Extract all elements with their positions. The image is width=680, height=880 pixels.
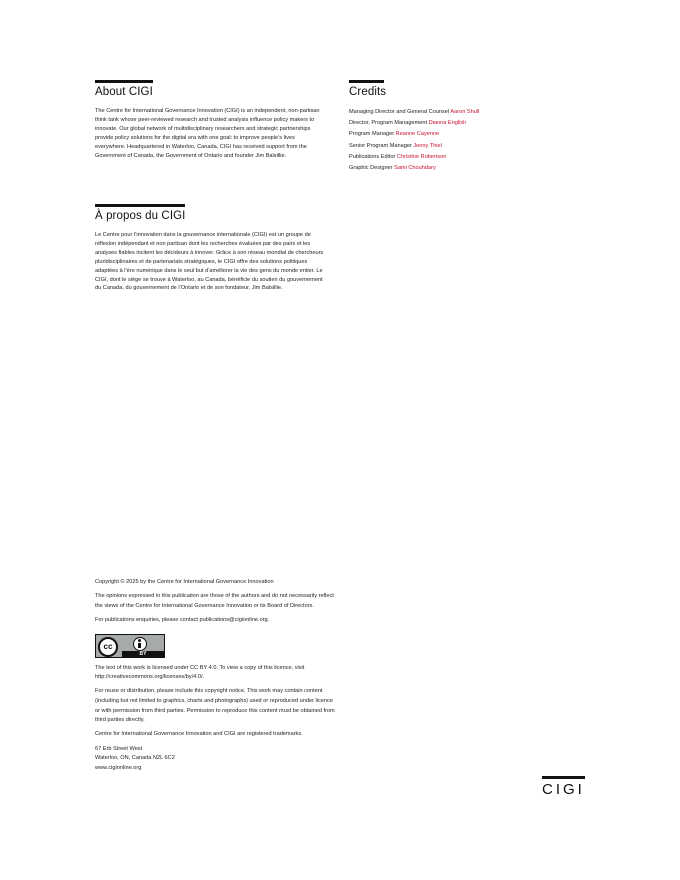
credit-row: [349, 163, 549, 174]
credit-role: Senior Program Manager: [349, 142, 412, 149]
trademark-notice: Centre for International Governance Innovation and CIGI are registered trademarks.: [95, 731, 303, 738]
address-line: 67 Erb Street West: [95, 745, 143, 752]
credit-role: Director, Program Management: [349, 120, 428, 127]
section-rule: [95, 80, 153, 83]
apropos-heading: À propos du CIGI: [95, 210, 186, 222]
credits-heading: Credits: [349, 86, 387, 98]
credit-role: Publications Editor: [349, 153, 396, 160]
credits-section: [349, 80, 549, 174]
opinions-disclaimer: The opinions expressed in this publication are those of the authors and do not necessarily reflect the views of the Centre for International Governance Innovation or its Board of Directors.: [95, 593, 334, 609]
about-heading: About CIGI: [95, 86, 153, 98]
about-section: [95, 80, 325, 160]
logo-text: CIGI: [542, 781, 585, 798]
credit-role: Graphic Designer: [349, 165, 393, 172]
credit-role: Program Manager: [349, 131, 395, 138]
credits-list: [349, 107, 549, 174]
credit-name: Sami Chouhdary: [394, 165, 436, 172]
cigi-logo: [542, 776, 585, 798]
credit-row: [349, 129, 549, 140]
credit-row: [349, 118, 549, 129]
section-rule: [349, 80, 384, 83]
attribution-person-icon: [133, 637, 147, 651]
address-block: [95, 745, 335, 774]
about-body: The Centre for International Governance Innovation (CIGI) is an independent, non-partisan think tank whose peer-reviewed research and trusted analysis influence policy makers to innovate. Our global network of multidisciplinary researchers and strategic partnerships provide policy solutions for the digital era with one goal: to improve people’s lives everywhere. Headquartered in Waterloo, Canada, CIGI has received support from the Government of Canada, the Government of Ontario and founder Jim Balsillie.: [95, 108, 320, 159]
credit-name: Jenny Thiel: [413, 142, 442, 149]
credit-row: [349, 152, 549, 163]
cc-by-license-icon: [95, 634, 165, 658]
address-line: Waterloo, ON, Canada N2L 6C2: [95, 755, 175, 762]
credit-name: Christine Robertson: [396, 153, 447, 160]
license-text: The text of this work is licensed under CC BY 4.0. To view a copy of this licence, visit http://creativecommons.org/licenses/by/4.0/.: [95, 664, 305, 681]
cc-icon: cc: [98, 637, 118, 657]
apropos-body: Le Centre pour l’innovation dans la gouvernance internationale (CIGI) est un groupe de réflexion indépendant et non partisan dont les recherches évaluées par des pairs et les analyses fiables incitent les décideurs à innover. Grâce à son réseau mondial de chercheurs pluridisciplinaires et de partenariats stratégiques, le CIGI offre des solutions politiques adaptées à l’ère numérique dans le seul but d’améliorer la vie des gens du monde entier. Le CIGI, dont le siège se trouve à Waterloo, au Canada, bénéficie du soutien du gouvernement du Canada, du gouvernement de l’Ontario et de son fondateur, Jim Balsillie.: [95, 232, 324, 292]
by-label: BY: [122, 651, 164, 657]
copyright-notice: Copyright © 2025 by the Centre for International Governance Innovation: [95, 579, 274, 585]
credit-name: Reanne Cayenne: [395, 131, 440, 138]
credit-role: Managing Director and General Counsel: [349, 109, 450, 115]
credit-name: Dianna English: [428, 120, 467, 127]
section-rule: [95, 204, 185, 207]
credit-row: [349, 107, 549, 118]
reuse-notice: For reuse or distribution, please include this copyright notice. This work may contain content (including but not limited to graphics, charts and photographs) used or reproduced under licence or with permission from third parties. Permission to reproduce this content must be obtained from third parties directly.: [95, 688, 335, 724]
credit-name: Aaron Shull: [450, 109, 480, 115]
apropos-section: [95, 204, 325, 293]
logo-rule: [542, 776, 585, 779]
website-url: www.cigionline.org: [95, 764, 142, 771]
credit-row: [349, 141, 549, 152]
legal-section: [95, 578, 335, 773]
publications-enquiries: For publications enquiries, please contact publications@cigionline.org.: [95, 616, 270, 623]
